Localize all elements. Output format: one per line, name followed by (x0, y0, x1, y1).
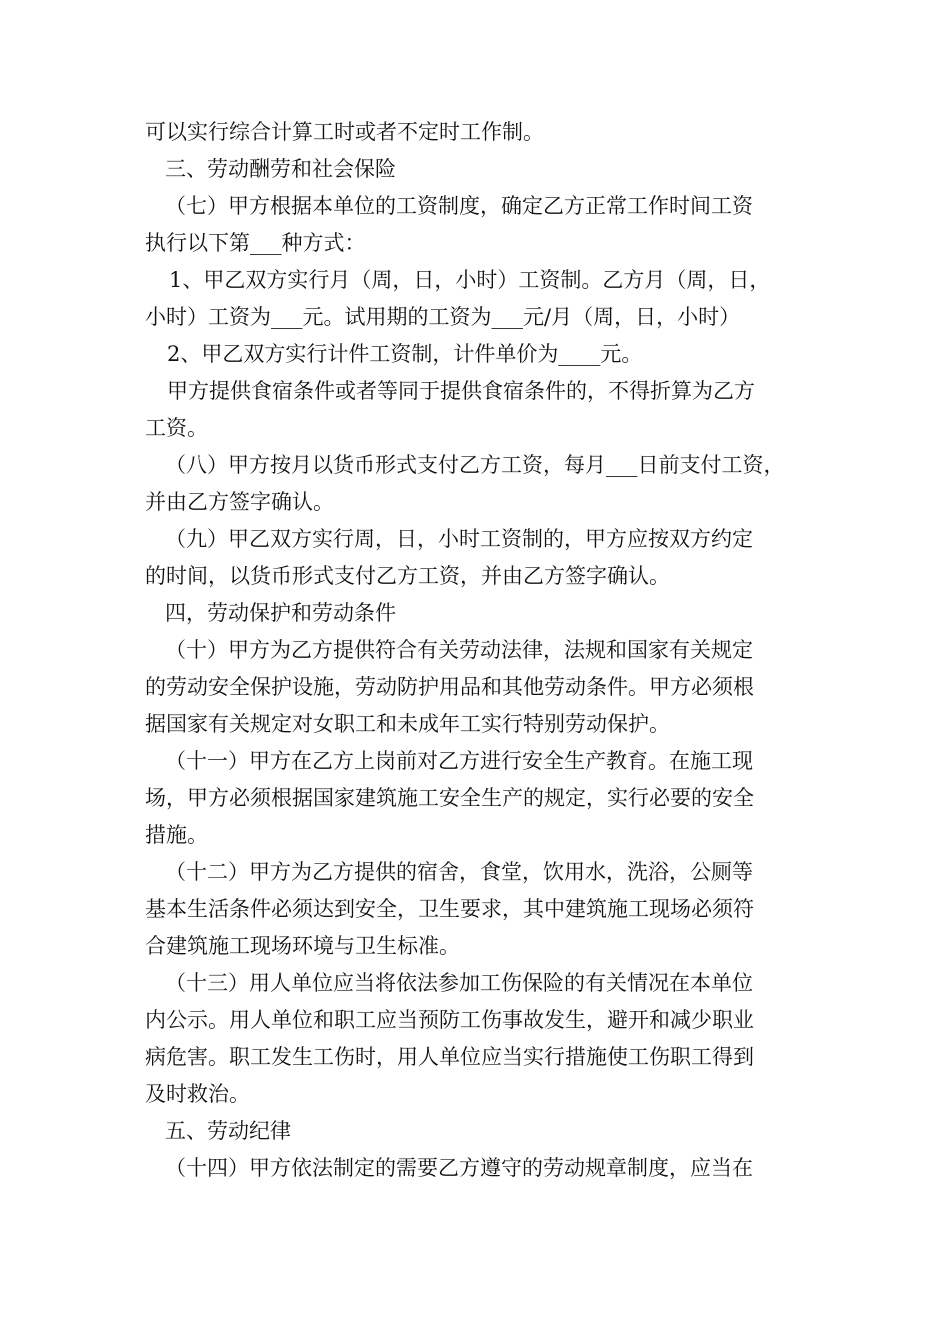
document-body (145, 114, 815, 1187)
item-1-line: 小时）工资为___元。试用期的工资为___元/月（周，日，小时） (145, 305, 741, 329)
clause-8-line: （八）甲方按月以货币形式支付乙方工资，每月___日前支付工资， (165, 453, 785, 477)
clause-7-line: （七）甲方根据本单位的工资制度，确定乙方正常工作时间工资 (165, 194, 753, 218)
clause-14-line: （十四）甲方依法制定的需要乙方遵守的劳动规章制度，应当在 (165, 1156, 753, 1180)
text-line: 工资。 (145, 416, 208, 440)
clause-13-line: （十三）用人单位应当将依法参加工伤保险的有关情况在本单位 (165, 971, 753, 995)
clause-9-line: （九）甲乙双方实行周，日，小时工资制的，甲方应按双方约定 (165, 527, 753, 551)
clause-11-line: 场，甲方必须根据国家建筑施工安全生产的规定，实行必要的安全 (145, 786, 754, 810)
clause-12-line: 合建筑施工现场环境与卫生标准。 (145, 934, 460, 958)
clause-11-line: 措施。 (145, 823, 208, 847)
clause-11-line: （十一）甲方在乙方上岗前对乙方进行安全生产教育。在施工现 (165, 749, 753, 773)
item-1-line: 1、甲乙双方实行月（周，日，小时）工资制。乙方月（周，日， (169, 268, 771, 292)
clause-12-line: （十二）甲方为乙方提供的宿舍，食堂，饮用水，洗浴，公厕等 (165, 860, 753, 884)
clause-7-line: 执行以下第___种方式： (145, 231, 366, 255)
clause-9-line: 的时间，以货币形式支付乙方工资，并由乙方签字确认。 (145, 564, 670, 588)
clause-13-line: 及时救治。 (145, 1082, 250, 1106)
clause-10-line: 的劳动安全保护设施，劳动防护用品和其他劳动条件。甲方必须根 (145, 675, 754, 699)
clause-12-line: 基本生活条件必须达到安全，卫生要求，其中建筑施工现场必须符 (145, 897, 754, 921)
clause-10-line: （十）甲方为乙方提供符合有关劳动法律，法规和国家有关规定 (165, 638, 753, 662)
text-line: 甲方提供食宿条件或者等同于提供食宿条件的，不得折算为乙方 (167, 379, 755, 403)
clause-13-line: 病危害。职工发生工伤时，用人单位应当实行措施使工伤职工得到 (145, 1045, 754, 1069)
clause-8-line: 并由乙方签字确认。 (145, 490, 334, 514)
clause-10-line: 据国家有关规定对女职工和未成年工实行特别劳动保护。 (145, 712, 670, 736)
section-heading-4: 四，劳动保护和劳动条件 (165, 601, 396, 625)
section-heading-5: 五、劳动纪律 (165, 1119, 291, 1143)
section-heading-3: 三、劳动酬劳和社会保险 (165, 157, 396, 181)
item-2-line: 2、甲乙双方实行计件工资制，计件单价为____元。 (167, 342, 643, 366)
text-line: 可以实行综合计算工时或者不定时工作制。 (145, 120, 544, 144)
clause-13-line: 内公示。用人单位和职工应当预防工伤事故发生，避开和减少职业 (145, 1008, 754, 1032)
